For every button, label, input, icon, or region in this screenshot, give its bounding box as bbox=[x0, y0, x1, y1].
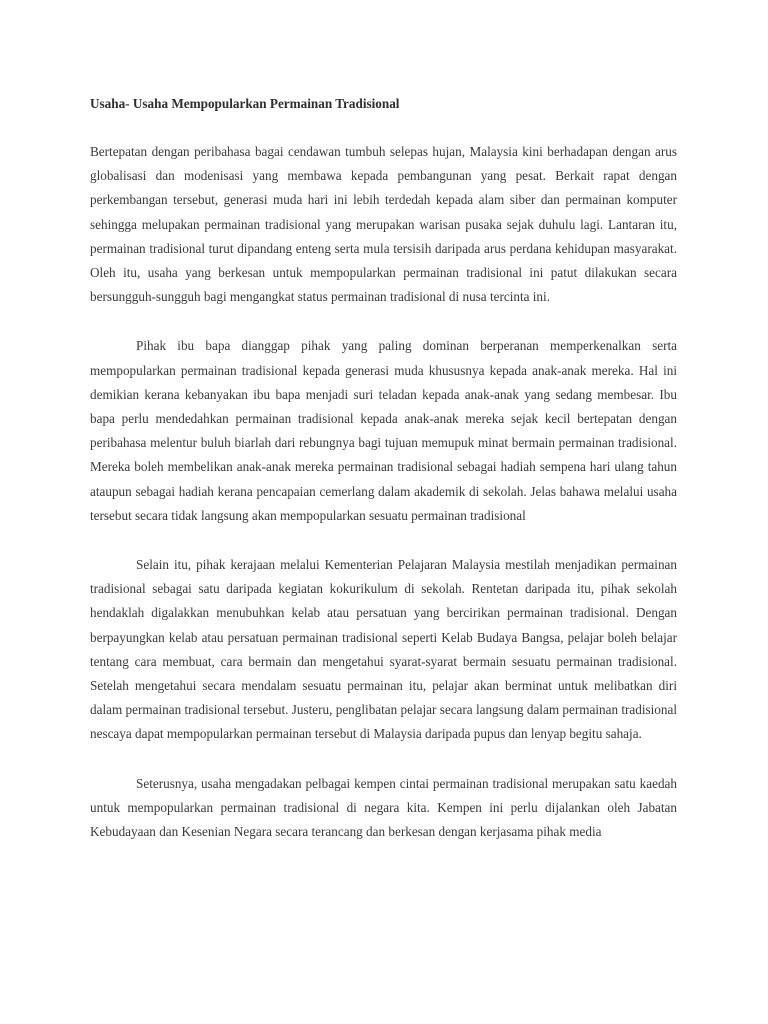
paragraph-parents: Pihak ibu bapa dianggap pihak yang paling dominan berperanan memperkenalkan serta mempopularkan permainan tradisional kepada generasi muda khususnya kepada anak-anak mereka. Hal ini demikian kerana kebanyakan ibu bapa menjadi suri teladan kepada anak-anak yang sedang membesar. Ibu bapa perlu mendedahkan permainan tradisional kepada anak-anak mereka sejak kecil bertepatan dengan peribahasa melentur buluh biarlah dari rebungnya bagi tujuan memupuk minat bermain permainan tradisional. Mereka boleh membelikan anak-anak mereka permainan tradisional sebagai hadiah sempena hari ulang tahun ataupun sebagai hadiah kerana pencapaian cemerlang dalam akademik di sekolah. Jelas bahawa melalui usaha tersebut secara tidak langsung akan mempopularkan sesuatu permainan tradisional bbox=[90, 338, 677, 523]
paragraph-campaign: Seterusnya, usaha mengadakan pelbagai kempen cintai permainan tradisional merupakan satu kaedah untuk mempopularkan permainan tradisional di negara kita. Kempen ini perlu dijalankan oleh Jabatan Kebudayaan dan Kesenian Negara secara terancang dan berkesan dengan kerjasama pihak media bbox=[90, 775, 677, 840]
paragraph-introduction: Bertepatan dengan peribahasa bagai cendawan tumbuh selepas hujan, Malaysia kini berhadapan dengan arus globalisasi dan modenisasi yang membawa kepada pembangunan yang pesat. Berkait rapat dengan perkembangan tersebut, generasi muda hari ini lebih terdedah kepada alam siber dan permainan komputer sehingga melupakan permainan tradisional yang merupakan warisan pusaka sejak duhulu lagi. Lantaran itu, permainan tradisional turut dipandang enteng serta mula tersisih daripada arus perdana kehidupan masyarakat. Oleh itu, usaha yang berkesan untuk mempopularkan permainan tradisional ini patut dilakukan secara bersungguh-sungguh bagi mengangkat status permainan tradisional di nusa tercinta ini. bbox=[90, 144, 677, 305]
document-title: Usaha- Usaha Mempopularkan Permainan Tradisional bbox=[90, 96, 400, 111]
document-page bbox=[90, 92, 677, 869]
paragraph-government: Selain itu, pihak kerajaan melalui Kementerian Pelajaran Malaysia mestilah menjadikan permainan tradisional sebagai satu daripada kegiatan kokurikulum di sekolah. Rentetan daripada itu, pihak sekolah hendaklah digalakkan menubuhkan kelab atau persatuan yang bercirikan permainan tradisional. Dengan berpayungkan kelab atau persatuan permainan tradisional seperti Kelab Budaya Bangsa, pelajar boleh belajar tentang cara membuat, cara bermain dan mengetahui syarat-syarat bermain sesuatu permainan tradisional. Setelah mengetahui secara mendalam sesuatu permainan itu, pelajar akan berminat untuk melibatkan diri dalam permainan tradisional tersebut. Justeru, penglibatan pelajar secara langsung dalam permainan tradisional nescaya dapat mempopularkan permainan tersebut di Malaysia daripada pupus dan lenyap begitu sahaja. bbox=[90, 557, 677, 742]
